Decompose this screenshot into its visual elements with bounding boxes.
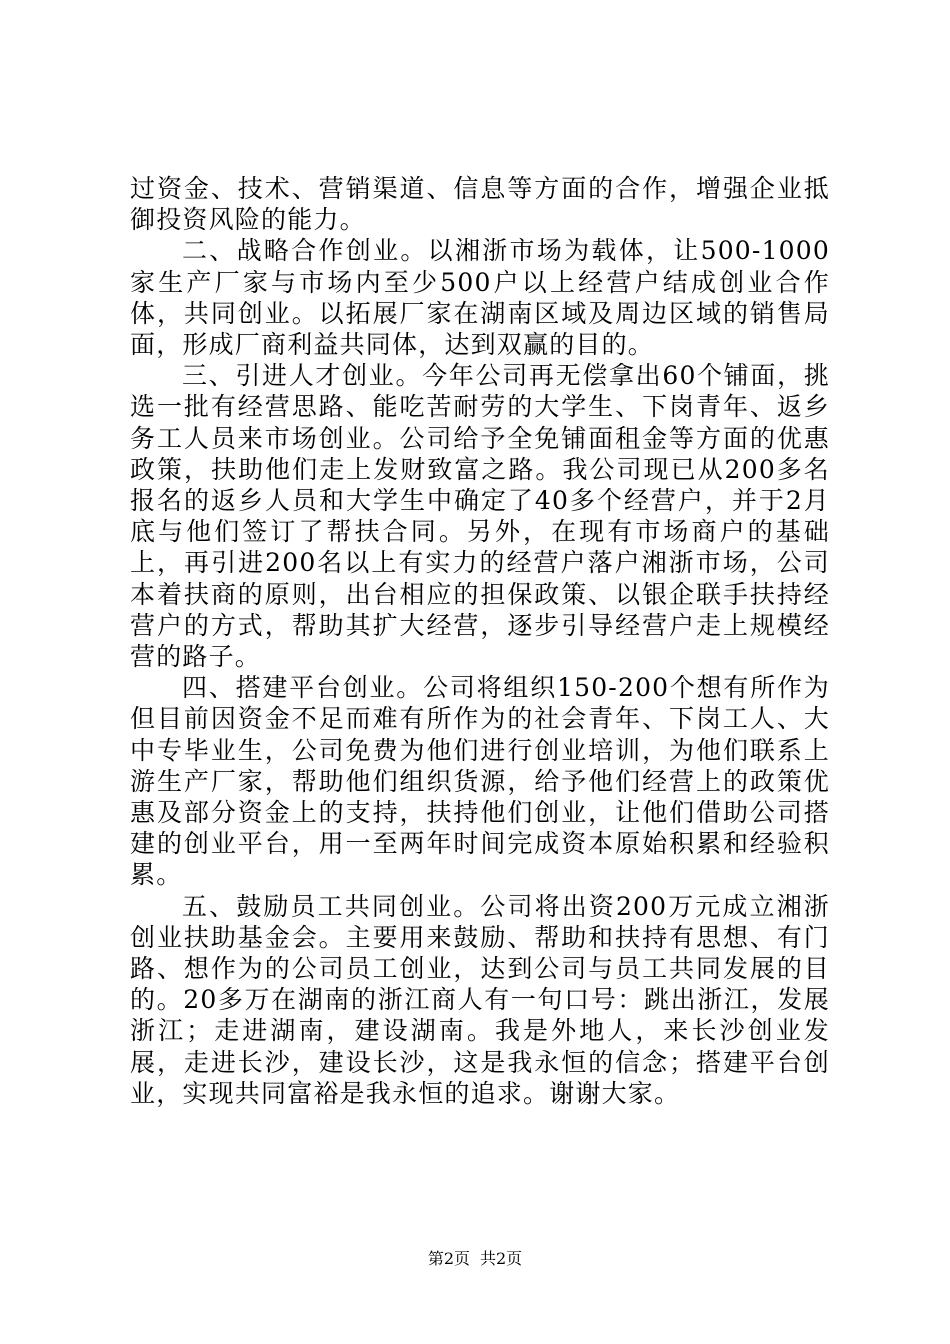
document-body	[130, 173, 830, 1109]
paragraph-platform-building: 四、搭建平台创业。公司将组织150-200个想有所作为但目前因资金不足而难有所作为的社会青年、下岗工人、大中专毕业生，公司免费为他们进行创业培训，为他们联系上游生产厂家，帮助他们组织货源，给予他们经营上的政策优惠及部分资金上的支持，扶持他们创业，让他们借助公司搭建的创业平台，用一至两年时间完成资本原始积累和经验积累。	[130, 673, 830, 890]
paragraph-employee-entrepreneurship: 五、鼓励员工共同创业。公司将出资200万元成立湘浙创业扶助基金会。主要用来鼓励、帮助和扶持有思想、有门路、想作为的公司员工创业，达到公司与员工共同发展的目的。20多万在湖南的浙江商人有一句口号：跳出浙江，发展浙江；走进湖南，建设湖南。我是外地人，来长沙创业发展，走进长沙，建设长沙，这是我永恒的信念；搭建平台创业，实现共同富裕是我永恒的追求。谢谢大家。	[130, 891, 830, 1108]
paragraph-strategic-cooperation: 二、战略合作创业。以湘浙市场为载体，让500-1000家生产厂家与市场内至少500户以上经营户结成创业合作体，共同创业。以拓展厂家在湖南区域及周边区域的销售局面，形成厂商利益共同体，达到双赢的目的。	[130, 236, 830, 360]
paragraph-talent-introduction: 三、引进人才创业。今年公司再无偿拿出60个铺面，挑选一批有经营思路、能吃苦耐劳的大学生、下岗青年、返乡务工人员来市场创业。公司给予全免铺面租金等方面的优惠政策，扶助他们走上发财致富之路。我公司现已从200多名报名的返乡人员和大学生中确定了40多个经营户，并于2月底与他们签订了帮扶合同。另外，在现有市场商户的基础上，再引进200名以上有实力的经营户落户湘浙市场，公司本着扶商的原则，出台相应的担保政策、以银企联手扶持经营户的方式，帮助其扩大经营，逐步引导经营户走上规模经营的路子。	[130, 361, 830, 672]
page-footer	[0, 1248, 950, 1270]
page-total: 共2页	[480, 1249, 523, 1268]
page-number: 第2页	[427, 1249, 470, 1268]
paragraph-continuation: 过资金、技术、营销渠道、信息等方面的合作，增强企业抵御投资风险的能力。	[130, 174, 830, 235]
